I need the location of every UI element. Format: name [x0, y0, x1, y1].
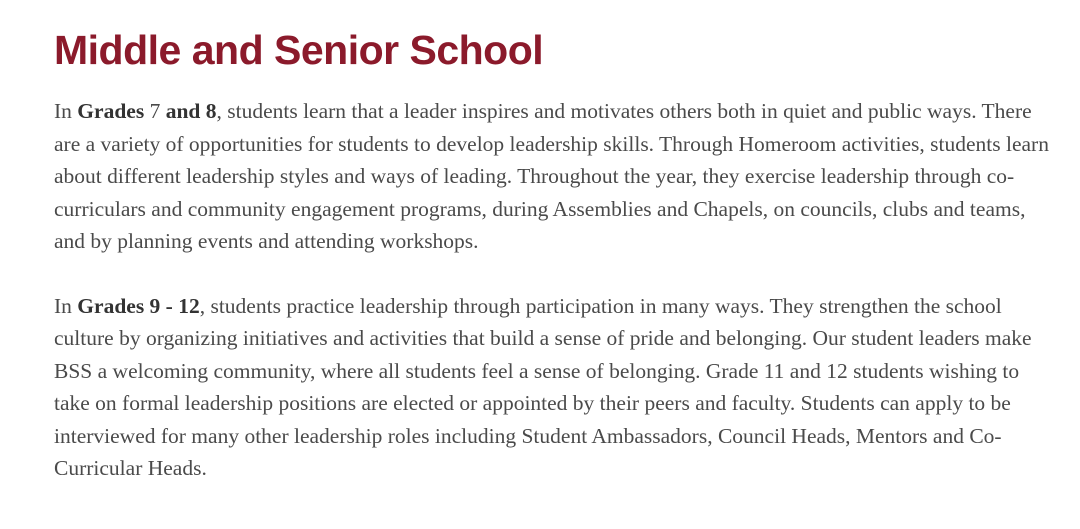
page-title: Middle and Senior School: [54, 27, 544, 73]
grades-9-12-paragraph: [54, 290, 1054, 485]
para1-text: , students learn that a leader inspires and motivates others both in quiet and public ways. There are a variety of opportunities for students to develop leadership skills. Through Homeroom activities, students learn about different leadership styles and ways of leading. Throughout the year, they exercise leadership through co-curriculars and community engagement programs, during Assemblies and Chapels, on councils, clubs and teams, and by planning events and attending workshops.: [54, 99, 1049, 253]
para1-grade-num: 7: [144, 99, 166, 123]
para2-text: , students practice leadership through participation in many ways. They strengthen the school culture by organizing initiatives and activities that build a sense of pride and belonging. Our student leaders make BSS a welcoming community, where all students feel a sense of belonging. Grade 11 and 12 students wishing to take on formal leadership positions are elected or appointed by their peers and faculty. Students can apply to be interviewed for many other leadership roles including Student Ambassadors, Council Heads, Mentors and Co-Curricular Heads.: [54, 293, 1032, 480]
grades-7-8-paragraph: [54, 95, 1054, 258]
para1-prefix: In: [54, 99, 78, 123]
para2-grade-label: Grades 9 - 12: [77, 293, 200, 318]
page-content: [54, 24, 1054, 485]
para1-grade-and: and 8: [165, 99, 217, 123]
para2-prefix: In: [54, 293, 78, 318]
para1-grade-label: Grades: [77, 99, 145, 123]
